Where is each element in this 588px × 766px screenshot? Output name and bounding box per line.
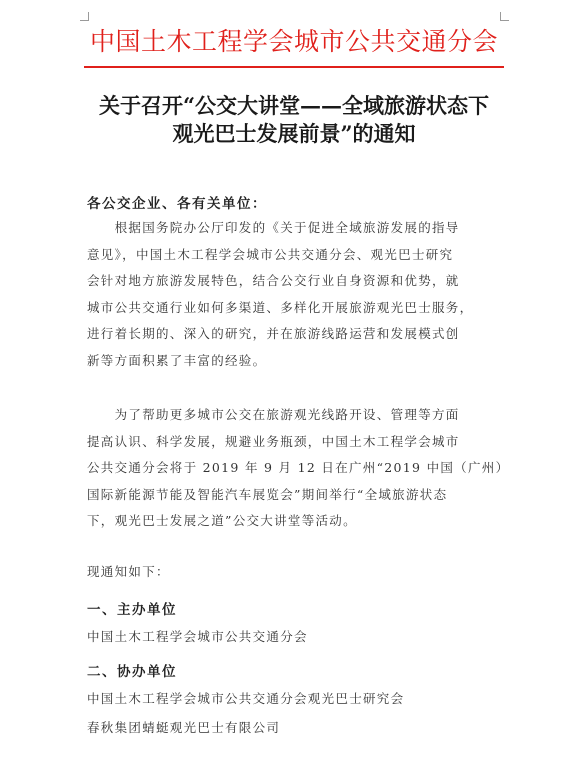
header-red-rule xyxy=(84,66,504,68)
paragraph-2-line: 公共交通分会将于 2019 年 9 月 12 日在广州“2019 中国（广州） xyxy=(87,460,510,475)
section-heading-co-organizer: 二、协办单位 xyxy=(87,664,177,680)
crop-mark-top-right xyxy=(500,12,509,21)
section-heading-organizer: 一、主办单位 xyxy=(87,602,177,618)
paragraph-1 xyxy=(87,215,499,374)
paragraph-2-line: 为了帮助更多城市公交在旅游观光线路开设、管理等方面 xyxy=(87,407,460,422)
addressee: 各公交企业、各有关单位： xyxy=(87,196,267,212)
paragraph-2-line: 提高认识、科学发展，规避业务瓶颈，中国土木工程学会城市 xyxy=(87,433,460,449)
title-line-2: 观光巴士发展前景”的通知 xyxy=(172,121,416,146)
organizer-item: 中国土木工程学会城市公共交通分会 xyxy=(87,629,308,644)
paragraph-1-line: 会针对地方旅游发展特色，结合公交行业自身资源和优势，就 xyxy=(87,273,460,288)
paragraph-1-line: 城市公共交通行业如何多渠道、多样化开展旅游观光巴士服务， xyxy=(87,299,474,315)
paragraph-2 xyxy=(87,402,510,535)
paragraph-2-line: 下，观光巴士发展之道”公交大讲堂等活动。 xyxy=(87,513,357,528)
paragraph-2-line: 国际新能源节能及智能汽车展览会”期间举行“全域旅游状态 xyxy=(87,486,448,502)
co-organizer-item: 春秋集团蜻蜓观光巴士有限公司 xyxy=(87,720,281,735)
co-organizer-item: 中国土木工程学会城市公共交通分会观光巴士研究会 xyxy=(87,691,405,706)
title-line-1: 关于召开“公交大讲堂——全域旅游状态下 xyxy=(98,93,490,118)
paragraph-1-line: 根据国务院办公厅印发的《关于促进全域旅游发展的指导 xyxy=(87,220,460,235)
document-title xyxy=(60,92,528,148)
paragraph-1-line: 进行着长期的、深入的研究，并在旅游线路运营和发展模式创 xyxy=(87,326,460,341)
paragraph-1-line: 意见》，中国土木工程学会城市公共交通分会、观光巴士研究 xyxy=(87,246,454,262)
paragraph-1-line: 新等方面积累了丰富的经验。 xyxy=(87,352,267,368)
organization-header: 中国土木工程学会城市公共交通分会 xyxy=(89,27,498,56)
notice-intro: 现通知如下： xyxy=(87,564,170,579)
crop-mark-top-left xyxy=(80,12,89,21)
